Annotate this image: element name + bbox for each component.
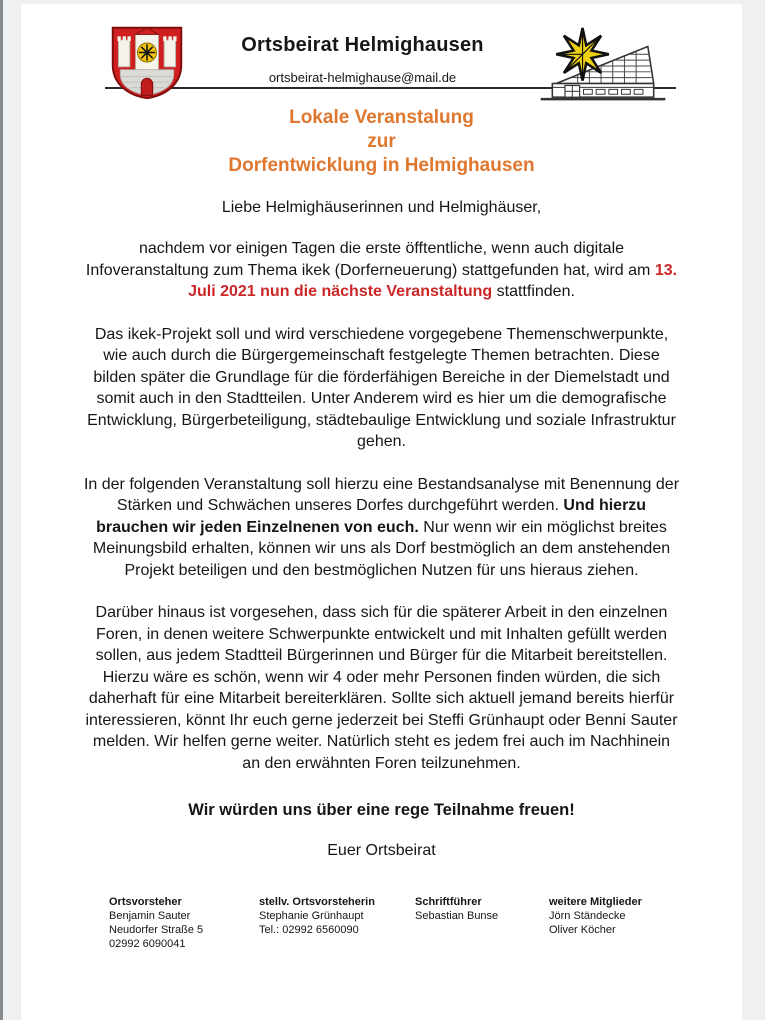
signoff: Euer Ortsbeirat [327, 842, 436, 859]
contact-line: Oliver Köcher [549, 924, 616, 936]
letter-body [21, 106, 742, 860]
contact-line: Neudorfer Straße 5 [109, 924, 204, 936]
contact-line: Stephanie Grünhaupt [259, 910, 364, 922]
paragraph-project: Das ikek-Projekt soll und wird verschiedene vorgegebene Themenschwerpunkte, wie auch durch die Bürgergemeinschaft festgelegte Themen betrachten. Diese bilden später die Grundlage für die förderfähigen Bereiche in der Diemelstadt und somit auch in den Stadtteilen. Unter Anderem wird es hier um die demografische Entwicklung, Bürgerbeteiligung, städtebaulige Entwicklung und soziale Infrastruktur gehen. [87, 325, 676, 450]
closing-emphasis: Wir würden uns über eine rege Teilnahme freuen! [188, 801, 575, 819]
contact-role: Schriftführer [415, 896, 482, 908]
letterhead [21, 4, 742, 86]
contact-footer [21, 895, 742, 951]
contact-col-weitere-mitglieder [549, 895, 682, 951]
event-date-highlight: 13. Juli 2021 nun die nächste Veranstaltung [188, 261, 678, 300]
paragraph-analysis-text: In der folgenden Veranstaltung soll hierzu eine Bestandsanalyse mit Benennung der Stärken und Schwächen unseres Dorfes durchgeführt werden. [83, 475, 680, 514]
coat-of-arms-icon [107, 24, 187, 102]
headline-line-3: Dorfentwicklung in Helmighausen [228, 155, 535, 176]
paragraph-analysis-tail: Nur wenn wir ein möglichst breites Meinungsbild erhalten, können wir uns als Dorf bestmöglich an dem anstehenden Projekt beteiligen und den bestmöglichen Nutzen für uns hieraus ziehen. [92, 518, 671, 579]
headline-line-2: zur [367, 131, 396, 152]
contact-role: Ortsvorsteher [109, 896, 182, 908]
masthead-text [187, 24, 538, 85]
contact-line: 02992 6090041 [109, 938, 186, 950]
paragraph-announcement-tail: stattfinden. [492, 283, 575, 300]
contact-line: Tel.: 02992 6560090 [259, 924, 359, 936]
contact-line: Benjamin Sauter [109, 910, 191, 922]
paragraph-analysis [84, 474, 680, 582]
contact-role: weitere Mitglieder [549, 896, 642, 908]
contact-line: Sebastian Bunse [415, 910, 499, 922]
contact-col-stellv-ortsvorsteherin [259, 895, 415, 951]
org-title: Ortsbeirat Helmighausen [241, 34, 484, 56]
participation-emphasis: Und hierzu brauchen wir jeden Einzelnenen von euch. [96, 497, 647, 536]
contact-line: Jörn Ständecke [549, 910, 626, 922]
org-email: ortsbeirat-helmighause@mail.de [268, 70, 457, 85]
contact-col-ortsvorsteher [109, 895, 259, 951]
paragraph-announcement-text: nachdem vor einigen Tagen die erste öfftentliche, wenn auch digitale Infoveranstaltung zum Thema ikek (Dorferneuerung) stattgefunden hat, wird am [85, 240, 655, 279]
document-page [21, 4, 742, 1020]
salutation: Liebe Helmighäuserinnen und Helmighäuser, [221, 199, 542, 216]
headline-line-1: Lokale Veranstalung [289, 107, 474, 128]
contact-role: stellv. Ortsvorsteherin [259, 896, 375, 908]
window-edge-strip [0, 0, 3, 1020]
paragraph-forums: Darüber hinaus ist vorgesehen, dass sich für die späterer Arbeit in den einzelnen Foren, in denen weitere Schwerpunkte entwickelt und mit Inhalten gefüllt werden sollen, aus jedem Stadtteil Bürgerinnen und Bürger für die Mitarbeit bereitstellen. Hierzu wäre es schön, wenn wir 4 oder mehr Personen finden würden, die sich daherhaft für eine Mitarbeit bereiterklären. Sollte sich aktuell jemand bereits hierfür interessieren, könnt Ihr euch gerne jederzeit bei Steffi Grünhaupt oder Benni Sauter melden. Wir helfen gerne weiter. Natürlich steht es jedem frei auch im Nachhinein an den erwähnten Foren teilzunehmen. [85, 604, 678, 772]
contact-col-schriftfuehrer [415, 895, 549, 951]
paragraph-announcement [84, 238, 680, 303]
star-hall-logo-icon [538, 27, 668, 103]
document-headline [21, 106, 742, 178]
